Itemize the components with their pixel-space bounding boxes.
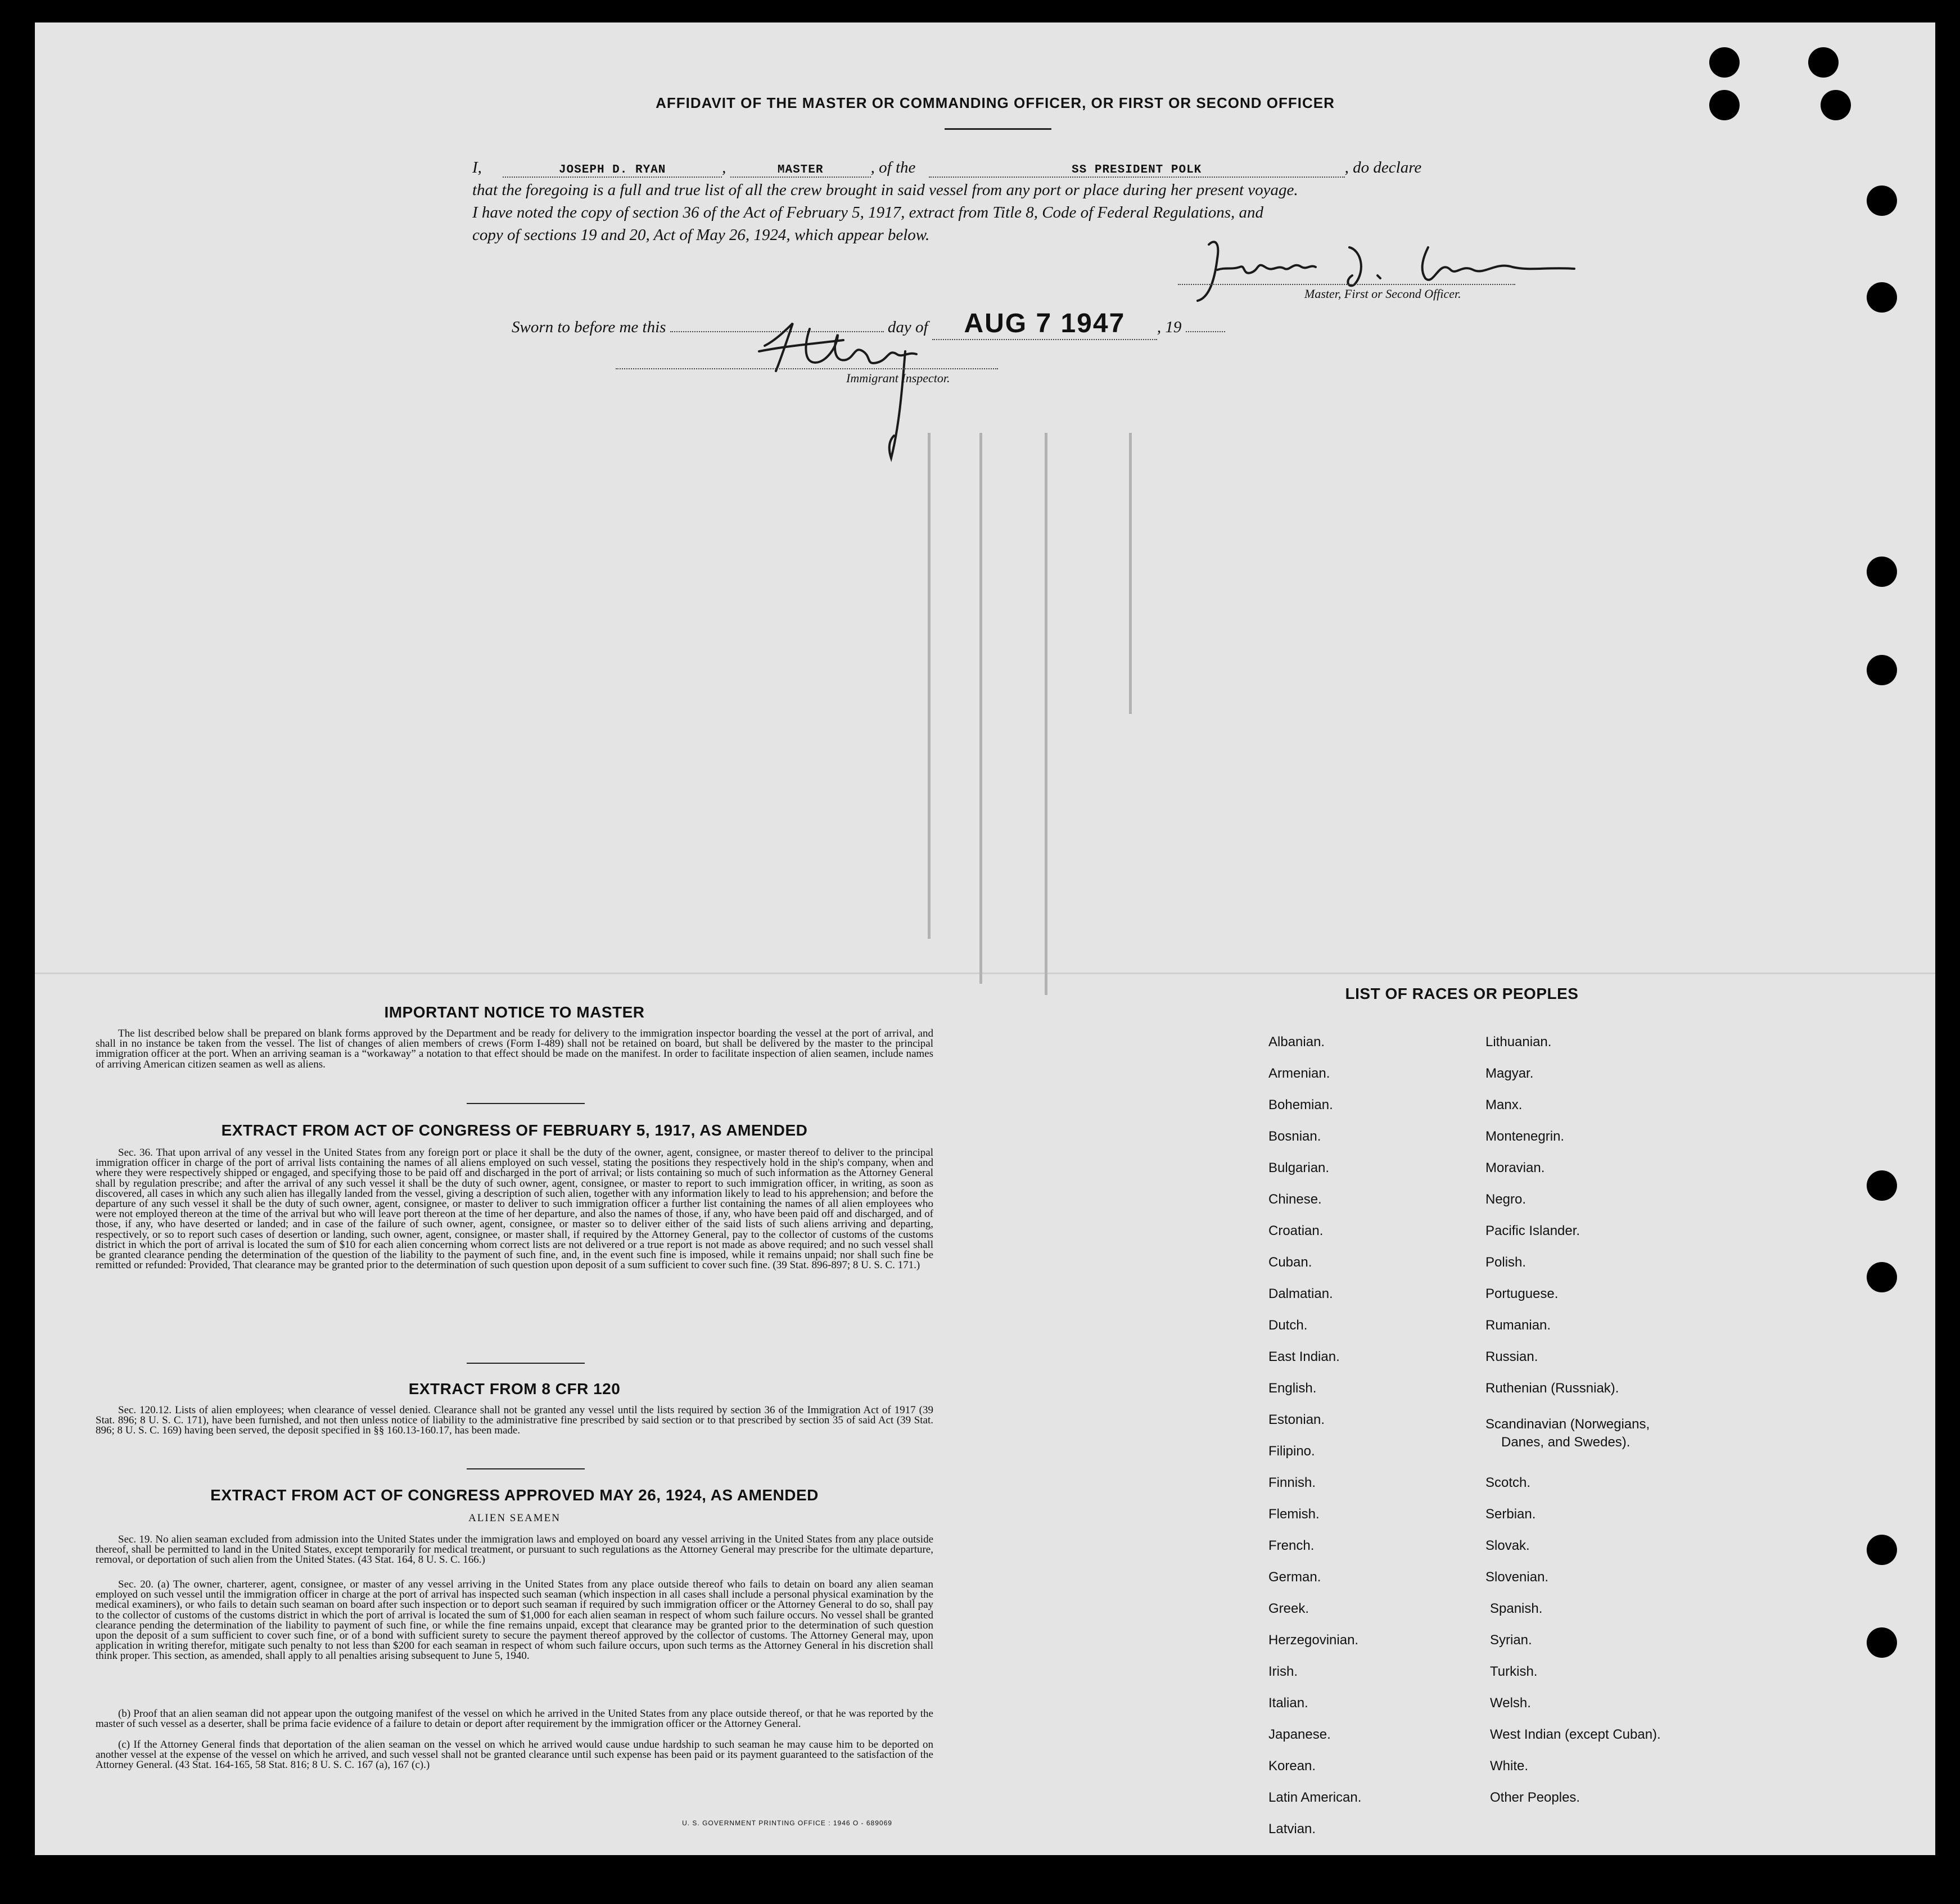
- printing-office-note: U. S. GOVERNMENT PRINTING OFFICE : 1946 O - 689069: [682, 1819, 892, 1827]
- affidavit-line-2: that the foregoing is a full and true list of all the crew brought in said vessel from any port or place during her present voyage.: [472, 181, 1298, 199]
- inspector-signature: [753, 318, 956, 469]
- race-item: Korean.: [1268, 1758, 1316, 1774]
- race-item: Portuguese.: [1485, 1286, 1559, 1301]
- race-item: Scandinavian (Norwegians,: [1485, 1417, 1650, 1432]
- officer-label: Master, First or Second Officer.: [1304, 287, 1461, 301]
- vessel-name-field: SS PRESIDENT POLK: [929, 164, 1345, 178]
- race-item: Bohemian.: [1268, 1097, 1333, 1112]
- date-field: [932, 308, 1157, 340]
- race-item: German.: [1268, 1570, 1321, 1585]
- punch-hole: [1867, 655, 1897, 685]
- race-item: Bosnian.: [1268, 1129, 1321, 1144]
- race-item: Manx.: [1485, 1097, 1523, 1112]
- race-item: Flemish.: [1268, 1507, 1320, 1522]
- race-item: French.: [1268, 1538, 1315, 1553]
- sworn-line: [512, 308, 1569, 340]
- race-item: East Indian.: [1268, 1349, 1340, 1364]
- race-item: Cuban.: [1268, 1255, 1312, 1270]
- race-item: West Indian (except Cuban).: [1490, 1727, 1661, 1742]
- section-divider: [467, 1468, 585, 1469]
- signature-line: [1178, 284, 1515, 285]
- race-item: Dalmatian.: [1268, 1286, 1333, 1301]
- sec36-text: Sec. 36. That upon arrival of any vessel in the United States from any foreign port or place it shall be the duty of the owner, agent, consignee, or master thereof to deliver to the principal immigration officer in charge of the port of arrival lists containing the names of all aliens employed on such vessel, stating the positions they respectively hold in the ship's company, when and where they were respectively shipped or engaged, and specifying those to be paid off and discharged in the port of arrival; or lists containing so much of such information as the Attorney General shall by regulation prescribe; and after the arrival of any such vessel it shall be the duty of such owner, agent, consignee, or master to report to such immigration officer, in writing, as soon as discovered, all cases in which any such alien has illegally landed from the vessel, giving a description of such alien, together with any information likely to lead to his apprehension; and before the departure of any such vessel it shall be the duty of such owner, agent, consignee, or master to deliver to such immigration officer a further list containing the names of all alien employees who were not employed thereon at the time of the arrival but who will leave port thereon at the time of her departure, and also the names of those, if any, who have been paid off and discharged, and of those, if any, who have deserted or landed; and in case of the failure of such owner, agent, consignee, or master so to deliver either of the said lists of such aliens arriving and departing, respectively, or so to report such cases of desertion or landing, such owner, agent, consignee, or master shall, if required by the Attorney General, pay to the collector of customs of the customs district in which the port of arrival is located the sum of $10 for each alien concerning whom correct lists are not delivered or a true report is not made as above required; and no such vessel shall be granted clearance pending the determination of the question of the liability to the payment of such fine, and, in the event such fine is imposed, while it remains unpaid; nor shall such fine be remitted or refunded: Provided, That clearance may be granted prior to the determination of such question upon deposit of a sum sufficient to cover such fine. (39 Stat. 896-897; 8 U. S. C. 171.): [96, 1147, 933, 1272]
- race-item: Scotch.: [1485, 1475, 1531, 1490]
- affidavit-line-4: copy of sections 19 and 20, Act of May 26, 1924, which appear below.: [472, 226, 930, 244]
- race-item: Armenian.: [1268, 1066, 1330, 1081]
- sec20a-text: Sec. 20. (a) The owner, charterer, agent, consignee, or master of any vessel arriving in the United States from any place outside thereof who fails to detain on board any alien seaman employed on such vessel until the immigration officer in charge at the port of arrival has inspected such seaman (which inspection in all cases shall include a personal physical examination by the medical examiners), or who fails to detain such seaman on board after such inspection or to deport such seaman if required by such immigration officer or the Attorney General to do so, shall pay to the collector of customs of the customs district in which the port of arrival is located the sum of $1,000 for each alien seaman in respect of whom such failure occurs. No vessel shall be granted clearance pending the determination of the liability to payment of such fine, or while the fine remains unpaid, except that clearance may be granted prior to the determination of such question upon the deposit of a sum sufficient to cover such fine, or of a bond with sufficient surety to secure the payment thereof approved by the collector of customs. The Attorney General may, upon application in writing therefor, mitigate such penalty to not less than $200 for each seaman in respect of whom such failure occurs, upon such terms as the Attorney General in his discretion shall think proper. This section, as amended, shall apply to all penalties arising subsequent to June 5, 1940.: [96, 1579, 933, 1662]
- master-name-field: JOSEPH D. RYAN: [503, 164, 722, 178]
- scan-line: [979, 433, 982, 984]
- race-item: Japanese.: [1268, 1727, 1331, 1742]
- race-item: Slovak.: [1485, 1538, 1530, 1553]
- of-the-label: , of the: [870, 159, 916, 177]
- punch-hole: [1709, 47, 1740, 78]
- date-stamp: AUG 7 1947: [964, 309, 1126, 338]
- races-heading: LIST OF RACES OR PEOPLES: [1345, 985, 1579, 1002]
- sec19-text: Sec. 19. No alien seaman excluded from admission into the United States under the immigration laws and employed on board any vessel arriving in the United States from any place outside thereof, shall be permitted to land in the United States, except temporarily for medical treatment, or pursuant to such regulations as the Attorney General may prescribe for the ultimate departure, removal, or deportation of such alien from the United States. (43 Stat. 164, 8 U. S. C. 166.): [96, 1534, 933, 1566]
- do-declare-label: , do declare: [1344, 159, 1422, 177]
- cfr-text: Sec. 120.12. Lists of alien employees; when clearance of vessel denied. Clearance shall not be granted any vessel until the lists required by section 36 of the Immigration Act of 1917 (39 Stat. 896; 8 U. S. C. 171), have been furnished, and not then unless notice of liability to the administrative fine prescribed by said section or to that prescribed by section 35 of said Act (39 Stat. 896; 8 U. S. C. 169) having been served, the deposit specified in §§ 160.13-160.17, has been made.: [96, 1404, 933, 1437]
- race-item: Ruthenian (Russniak).: [1485, 1381, 1619, 1396]
- race-item: Latvian.: [1268, 1821, 1316, 1837]
- race-item: Bulgarian.: [1268, 1160, 1330, 1175]
- sworn-label: Sworn to before me this: [512, 318, 666, 336]
- punch-hole: [1808, 47, 1839, 78]
- year-field: [1186, 331, 1225, 332]
- title-divider: [945, 128, 1051, 130]
- race-item: Lithuanian.: [1485, 1034, 1552, 1050]
- race-item: Serbian.: [1485, 1507, 1536, 1522]
- race-item: Danes, and Swedes).: [1501, 1435, 1631, 1450]
- rank-field: MASTER: [730, 164, 871, 178]
- race-item: Turkish.: [1490, 1664, 1538, 1679]
- affidavit-declaration-line: [472, 159, 1529, 178]
- race-item: Pacific Islander.: [1485, 1223, 1580, 1238]
- race-item: Filipino.: [1268, 1444, 1315, 1459]
- race-item: Moravian.: [1485, 1160, 1545, 1175]
- nineteen-label: , 19: [1157, 318, 1182, 336]
- comma: ,: [722, 159, 726, 177]
- section-divider: [467, 1363, 585, 1364]
- race-item: Greek.: [1268, 1601, 1309, 1616]
- sec20b-text: (b) Proof that an alien seaman did not appear upon the outgoing manifest of the vessel on which he arrived in the United States from any place outside thereof, or that he was reported by the master of such vessel as a deserter, shall be prima facie evidence of a failure to detain or deport after requirement by the immigration officer or the Attorney General.: [96, 1708, 933, 1730]
- race-item: Montenegrin.: [1485, 1129, 1565, 1144]
- inspector-label: Immigrant Inspector.: [846, 371, 950, 385]
- extract-1924-heading: EXTRACT FROM ACT OF CONGRESS APPROVED MAY 26, 1924, AS AMENDED: [210, 1486, 819, 1504]
- race-item: Welsh.: [1490, 1695, 1531, 1711]
- race-item: Other Peoples.: [1490, 1790, 1580, 1805]
- scan-line: [928, 433, 931, 939]
- affidavit-i: I,: [472, 159, 482, 177]
- race-item: Finnish.: [1268, 1475, 1316, 1490]
- race-item: Negro.: [1485, 1192, 1527, 1207]
- cfr-heading: EXTRACT FROM 8 CFR 120: [408, 1380, 621, 1398]
- punch-hole: [1867, 1627, 1897, 1658]
- alien-seamen-subheading: ALIEN SEAMEN: [468, 1512, 561, 1524]
- race-item: Polish.: [1485, 1255, 1527, 1270]
- scan-line: [1045, 433, 1047, 995]
- race-item: Magyar.: [1485, 1066, 1534, 1081]
- affidavit-title: AFFIDAVIT OF THE MASTER OR COMMANDING OFFICER, OR FIRST OR SECOND OFFICER: [656, 94, 1335, 111]
- race-item: Syrian.: [1490, 1632, 1532, 1648]
- day-of-label: day of: [887, 318, 928, 336]
- race-item: English.: [1268, 1381, 1317, 1396]
- race-item: Irish.: [1268, 1664, 1298, 1679]
- race-item: Albanian.: [1268, 1034, 1325, 1050]
- punch-hole: [1867, 1170, 1897, 1201]
- race-item: Dutch.: [1268, 1318, 1308, 1333]
- scan-line: [1129, 433, 1132, 714]
- important-notice-text: The list described below shall be prepared on blank forms approved by the Department and be ready for delivery to the immigration inspector boarding the vessel at the port of arrival, and shall in no instance be taken from the vessel. The list of changes of alien members of crews (Form I-489) shall not be retained on board, but shall be delivered by the master to the principal immigration officer at the port. When an arriving seaman is a “workaway” a notation to that effect should be made on the manifest. In order to facilitate inspection of alien seamen, include names of arriving American citizen seamen as well as aliens.: [96, 1028, 933, 1070]
- race-item: Slovenian.: [1485, 1570, 1549, 1585]
- punch-hole: [1867, 557, 1897, 587]
- affidavit-line-3: I have noted the copy of section 36 of the Act of February 5, 1917, extract from Title 8, Code of Federal Regulations, and: [472, 203, 1264, 221]
- race-item: Herzegovinian.: [1268, 1632, 1359, 1648]
- extract-1917-heading: EXTRACT FROM ACT OF CONGRESS OF FEBRUARY 5, 1917, AS AMENDED: [221, 1121, 808, 1139]
- race-item: Rumanian.: [1485, 1318, 1551, 1333]
- punch-hole: [1867, 1262, 1897, 1292]
- race-item: Russian.: [1485, 1349, 1538, 1364]
- important-notice-heading: IMPORTANT NOTICE TO MASTER: [384, 1003, 645, 1021]
- punch-hole: [1867, 282, 1897, 313]
- race-item: Spanish.: [1490, 1601, 1543, 1616]
- race-item: Latin American.: [1268, 1790, 1362, 1805]
- race-item: White.: [1490, 1758, 1529, 1774]
- inspector-line: [616, 368, 998, 369]
- punch-hole: [1867, 1535, 1897, 1565]
- punch-hole: [1709, 90, 1740, 120]
- sec20c-text: (c) If the Attorney General finds that deportation of the alien seaman on the vessel on which he arrived would cause undue hardship to such seaman he may cause him to be deported on another vessel at the expense of the vessel on which he arrived, and such vessel shall not be granted clearance until such expense has been paid or its payment guaranteed to the satisfaction of the Attorney General. (43 Stat. 164-165, 58 Stat. 816; 8 U. S. C. 167 (a), 167 (c).): [96, 1739, 933, 1771]
- race-item: Estonian.: [1268, 1412, 1325, 1427]
- race-item: Chinese.: [1268, 1192, 1322, 1207]
- punch-hole: [1821, 90, 1851, 120]
- race-item: Italian.: [1268, 1695, 1308, 1711]
- section-divider: [467, 1103, 585, 1104]
- race-item: Croatian.: [1268, 1223, 1324, 1238]
- punch-hole: [1867, 186, 1897, 216]
